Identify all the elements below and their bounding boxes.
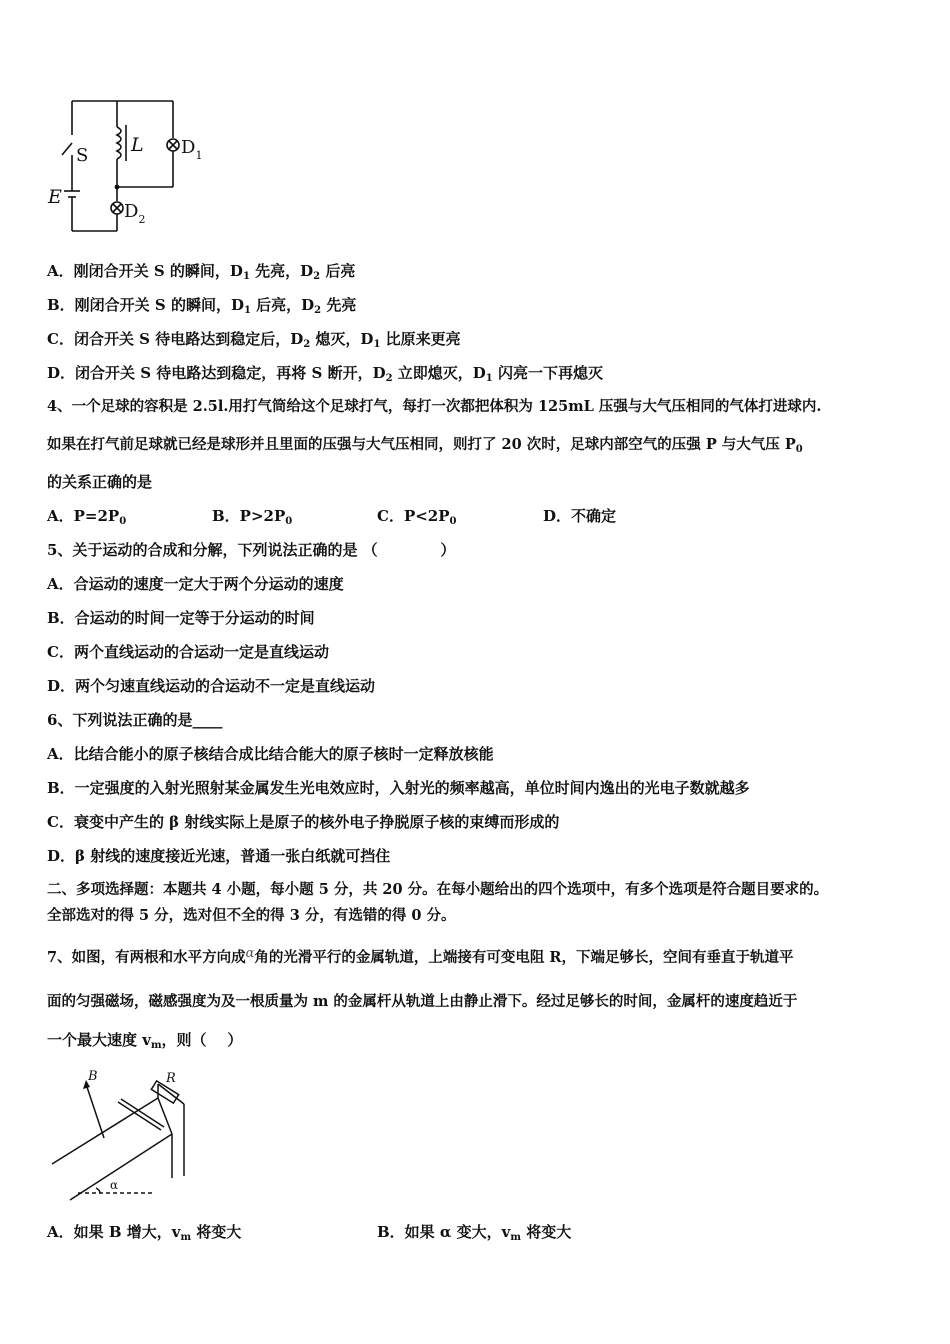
q5-option-c: C．两个直线运动的合运动一定是直线运动 xyxy=(47,643,329,661)
q7-option-b: B．如果 α 变大，$v_m$ 将变大 xyxy=(377,1223,572,1243)
q4-option-a: A．$P=2P_0$ xyxy=(47,507,127,527)
q5-stem: 5、关于运动的合成和分解，下列说法正确的是 （ ） xyxy=(47,541,456,559)
q6-option-b: B．一定强度的入射光照射某金属发生光电效应时，入射光的频率越高，单位时间内逸出的光电子数就越多 xyxy=(47,779,750,797)
q7-stem-line2: 面的匀强磁场，磁感强度为及一根质量为 m 的金属杆从轨道上由静止滑下。经过足够长的时间，金属杆的速度趋近于 xyxy=(47,993,798,1010)
q6-option-a: A．比结合能小的原子核结合成比结合能大的原子核时一定释放核能 xyxy=(47,745,494,763)
q3-option-b: B．刚闭合开关 S 的瞬间，$D_1$ 后亮，$D_2$ 先亮 xyxy=(47,296,357,316)
battery-label: E xyxy=(48,186,62,208)
switch-label: S xyxy=(76,145,89,166)
q6-stem: 6、下列说法正确的是____ xyxy=(47,711,223,729)
lamp-d2-label: $D_2$ xyxy=(124,201,146,226)
q4-stem-line3: 的关系正确的是 xyxy=(47,473,153,491)
q5-option-a: A．合运动的速度一定大于两个分运动的速度 xyxy=(47,575,344,593)
angle-alpha-label: α xyxy=(110,1178,119,1192)
circuit-figure xyxy=(40,95,220,240)
resistor-r-label: R xyxy=(166,1071,176,1086)
q7-stem-line3: 一个最大速度 $v_m$，则（ ） xyxy=(47,1031,243,1051)
q7-stem-line1: 7、如图，有两根和水平方向成α角的光滑平行的金属轨道，上端接有可变电阻 R，下端足够长，空间有垂直于轨道平 xyxy=(47,946,794,966)
q3-option-a: A．刚闭合开关 S 的瞬间，$D_1$ 先亮，$D_2$ 后亮 xyxy=(47,262,356,282)
inductor-label: L xyxy=(131,134,144,156)
q4-stem-line2: 如果在打气前足球就已经是球形并且里面的压强与大气压相同，则打了 20 次时，足球内部空气的压强 P 与大气压 $P_0$ xyxy=(47,436,803,455)
incline-rails-figure xyxy=(48,1062,198,1207)
q4-stem-line1: 4、一个足球的容积是 2.5l.用打气筒给这个足球打气，每打一次都把体积为 125mL 压强与大气压相同的气体打进球内. xyxy=(47,398,822,415)
lamp-d1-label: $D_1$ xyxy=(181,137,203,162)
q6-option-c: C．衰变中产生的 β 射线实际上是原子的核外电子挣脱原子核的束缚而形成的 xyxy=(47,813,560,831)
q7-option-a: A．如果 B 增大，$v_m$ 将变大 xyxy=(47,1223,242,1243)
field-b-label: B xyxy=(88,1069,98,1084)
q3-option-d: D．闭合开关 S 待电路达到稳定，再将 S 断开，$D_2$ 立即熄灭，$D_1$ 闪亮一下再熄灭 xyxy=(47,364,603,384)
q6-option-d: D．β 射线的速度接近光速，普通一张白纸就可挡住 xyxy=(47,847,391,865)
q5-option-d: D．两个匀速直线运动的合运动不一定是直线运动 xyxy=(47,677,376,695)
section2-heading-line1: 二、多项选择题：本题共 4 小题，每小题 5 分，共 20 分。在每小题给出的四个选项中，有多个选项是符合题目要求的。 xyxy=(47,881,829,898)
q4-option-b: B．$P>2P_0$ xyxy=(212,507,293,527)
q4-option-c: C．$P<2P_0$ xyxy=(377,507,457,527)
q3-option-c: C．闭合开关 S 待电路达到稳定后，$D_2$ 熄灭，$D_1$ 比原来更亮 xyxy=(47,330,461,350)
section2-heading-line2: 全部选对的得 5 分，选对但不全的得 3 分，有选错的得 0 分。 xyxy=(47,907,456,924)
q4-option-d: D．不确定 xyxy=(543,507,617,525)
q5-option-b: B．合运动的时间一定等于分运动的时间 xyxy=(47,609,315,627)
